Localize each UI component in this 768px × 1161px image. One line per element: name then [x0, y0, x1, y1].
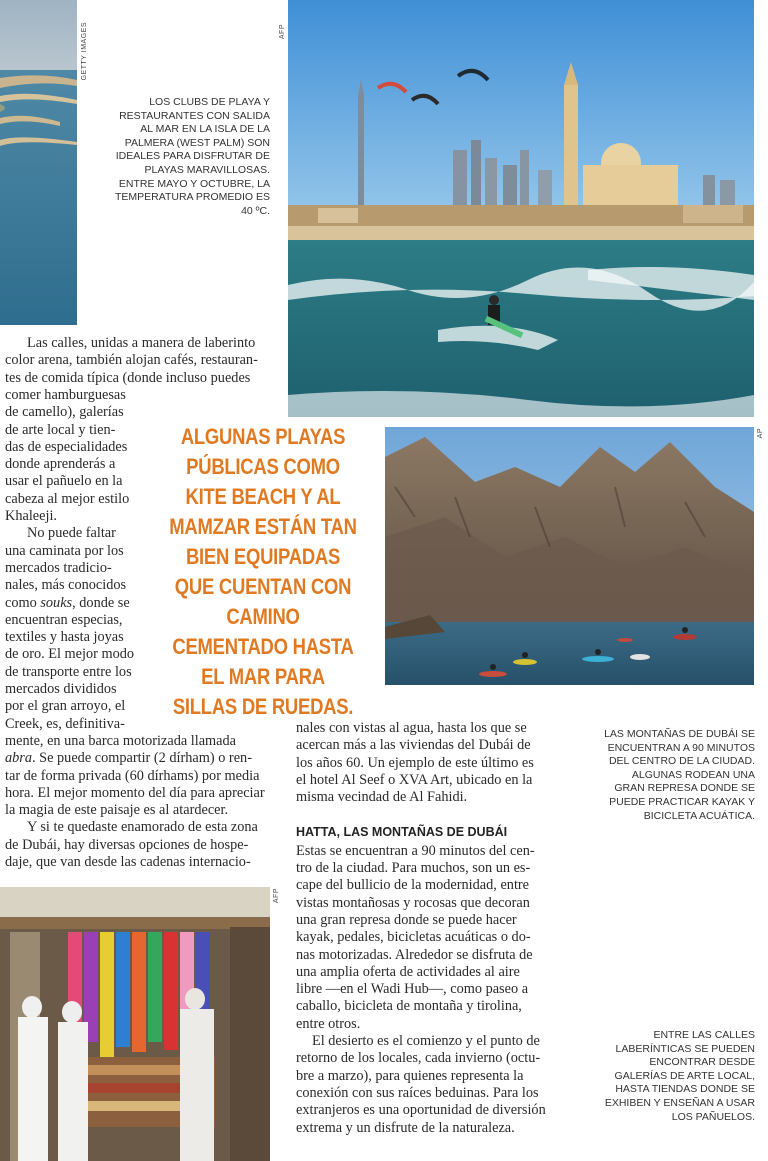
col1-line: cabeza al mejor estilo — [5, 490, 130, 507]
col1-italic-souks: souks — [40, 594, 73, 611]
caption-palm-island: LOS CLUBS DE PLAYA Y RESTAURANTES CON SALIDA AL MAR EN LA ISLA DE LA PALMERA (WEST PALM) SON IDEALES PARA DISFRUTAR DE PLAYAS MARAVILLOSAS. ENTRE MAYO Y OCTUBRE, LA TEMPERATURA PROMEDIO ES 40 ºC. — [115, 96, 270, 217]
pull-quote: ALGUNAS PLAYAS PÚBLICAS COMO KITE BEACH Y AL MAMZAR ESTÁN TAN BIEN EQUIPADAS QUE CUENTAN CON CAMINO CEMENTADO HASTA EL MAR PARA SILLAS DE RUEDAS. — [169, 424, 357, 719]
article-column-2 — [296, 720, 554, 1137]
col2-line: nales con vistas al agua, hasta los que se — [296, 720, 527, 736]
col1-line: una caminata por los — [5, 542, 124, 559]
col1-line: Las calles, unidas a manera de laberinto — [27, 335, 256, 351]
article-column-1 — [5, 335, 283, 387]
col1-line — [5, 750, 283, 767]
col1-line: Creek, es, definitiva- — [5, 715, 125, 732]
article-column-1-bottom — [5, 733, 283, 871]
col1-line: No puede faltar — [27, 525, 116, 542]
caption-labyrinth-streets: ENTRE LAS CALLES LABERÍNTICAS SE PUEDEN ENCONTRAR DESDE GALERÍAS DE ARTE LOCAL, HASTA TIENDAS DONDE SE EXHIBEN Y ENSEÑAN A USAR LOS PAÑUELOS. — [604, 1029, 755, 1123]
col1-line: tar de forma privada (60 dírhams) por media — [5, 767, 260, 784]
col2-line: libre —en el Wadi Hub—, como paseo a — [296, 981, 529, 998]
col2-line: los años 60. Un ejemplo de este último es — [296, 754, 534, 771]
col2-line: retorno de los locales, cada invierno (octu- — [296, 1050, 541, 1067]
col1-line: de camello), galerías — [5, 404, 124, 421]
palm-island-photo — [0, 0, 77, 325]
col2-line: bre a marzo), para quienes representa la — [296, 1067, 524, 1084]
caption-hatta-mountains: LAS MONTAÑAS DE DUBÁI SE ENCUENTRAN A 90 MINUTOS DEL CENTRO DE LA CIUDAD. ALGUNAS RODEAN UNA GRAN REPRESA DONDE SE PUEDE PRACTICAR KAYAK Y BICICLETA ACUÁTICA. — [604, 728, 755, 822]
col1-line: la magia de este paisaje es al atardecer. — [5, 802, 229, 819]
col1-line: tes de comida típica (donde incluso puedes — [5, 369, 251, 386]
col2-line: conexión con sus raíces beduinas. Para los — [296, 1084, 539, 1101]
col2-line: entre otros. — [296, 1015, 361, 1032]
col1-text: . Se puede compartir (2 dírham) o ren- — [32, 750, 252, 767]
palm-island-illustration — [0, 0, 77, 325]
col2-line: una amplia oferta de actividades al aire — [296, 963, 520, 980]
col1-text: como — [5, 594, 41, 611]
col1-line: de arte local y tien- — [5, 421, 116, 438]
col1-line: mercados tradicio- — [5, 559, 112, 576]
souk-market-illustration — [0, 887, 270, 1161]
col2-line: El desierto es el comienzo y el punto de — [312, 1033, 540, 1050]
col1-line: daje, que van desde las cadenas internacio- — [5, 854, 251, 871]
col2-line: una gran represa donde se puede hacer — [296, 911, 517, 928]
col1-line: de transporte entre los — [5, 663, 132, 680]
kite-beach-photo — [288, 0, 754, 417]
col2-line: Estas se encuentran a 90 minutos del cen- — [296, 842, 535, 859]
souk-market-photo — [0, 887, 270, 1161]
col2-line: acercan más a las viviendas del Dubái de — [296, 737, 531, 754]
article-column-1-narrow — [5, 387, 143, 733]
col1-line: por el gran arroyo, el — [5, 698, 126, 715]
col1-line: de oro. El mejor modo — [5, 646, 135, 663]
col1-line — [5, 595, 143, 612]
col1-line: Y si te quedaste enamorado de esta zona — [27, 819, 258, 836]
hatta-mountains-illustration — [385, 427, 754, 685]
col1-line: donde aprenderás a — [5, 456, 116, 473]
col2-line: el hotel Al Seef o XVA Art, ubicado en la — [296, 771, 533, 788]
credit-ap: AP — [757, 428, 764, 439]
col2-line: cape del bullicio de la modernidad, entre — [296, 877, 530, 894]
col2-line: extranjeros es una oportunidad de diversión — [296, 1102, 546, 1119]
credit-afp-top: AFP — [279, 24, 286, 40]
hatta-mountains-photo — [385, 427, 754, 685]
col2-line: kayak, pedales, bicicletas acuáticas o do- — [296, 929, 531, 946]
col1-line: de Dubái, hay diversas opciones de hospe- — [5, 836, 249, 853]
credit-afp-bottom: AFP — [273, 888, 280, 904]
col1-line: color arena, también alojan cafés, restauran- — [5, 352, 258, 369]
col1-line: mercados divididos — [5, 681, 117, 698]
col1-line: nales, más conocidos — [5, 577, 127, 594]
col1-line: hora. El mejor momento del día para apreciar — [5, 784, 265, 801]
col1-line: comer hamburguesas — [5, 387, 126, 403]
col1-line: mente, en una barca motorizada llamada — [5, 733, 237, 749]
col1-line: textiles y hasta joyas — [5, 629, 124, 646]
credit-getty-images: GETTY IMAGES — [81, 22, 88, 81]
col1-italic-abra: abra — [5, 750, 33, 767]
section-heading-hatta: HATTA, LAS MONTAÑAS DE DUBÁI — [296, 825, 508, 840]
col2-line: tro de la ciudad. Para muchos, son un es- — [296, 860, 531, 877]
col2-line: misma vecindad de Al Fahidi. — [296, 789, 468, 806]
col2-line: nas motorizadas. Alrededor se disfruta de — [296, 946, 533, 963]
col2-line: caballo, bicicleta de montaña y tirolina, — [296, 998, 522, 1015]
col1-line: usar el pañuelo en la — [5, 473, 123, 490]
kite-beach-illustration — [288, 0, 754, 417]
col1-line: das de especialidades — [5, 438, 128, 455]
col2-line: vistas montañosas y rocosas que decoran — [296, 894, 530, 911]
col1-line: encuentran especias, — [5, 611, 123, 628]
col1-text: , donde se — [72, 594, 130, 611]
col1-line: Khaleeji. — [5, 508, 58, 525]
col2-line: extrema y un disfrute de la naturaleza. — [296, 1119, 515, 1136]
